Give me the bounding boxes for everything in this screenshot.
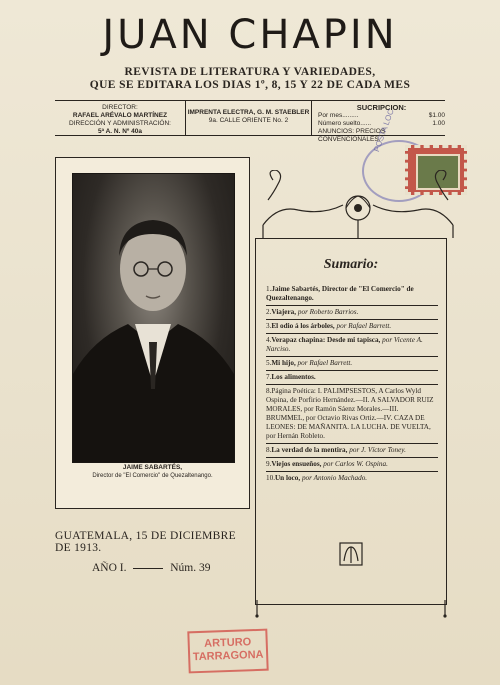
toc-item: 8.La verdad de la mentira, por J. Víctor Toney. [266, 444, 438, 458]
portrait-frame [55, 157, 250, 509]
admin-label: DIRECCIÓN Y ADMINISTRACIÓN: [69, 120, 171, 127]
printer-block [185, 101, 312, 135]
single-issue-label: Número suelto...... [318, 120, 372, 127]
photo-caption-name: JAIME SABARTÉS, [122, 464, 183, 471]
admin-address: 5ª A. N. Nº 40a [98, 128, 142, 135]
director-label: DIRECTOR: [102, 104, 138, 111]
toc-item: 1.Jaime Sabartés, Director de "El Comercio" de Quezaltenango. [266, 283, 438, 306]
per-month-value: $1.00 [428, 112, 445, 119]
number-label: Núm. 39 [170, 562, 211, 574]
postmark-text: POSTA LOC [372, 107, 396, 154]
toc-item: 8.Página Poética: I. PALIMPSESTOS, A Carlos Wyld Ospina, de Porfirio Hernández.—II. A SALVADOR RUIZ MORALES, por Ramón Sáenz Morales.—III. BRUMMEL, por Octavio Rivas Ortiz.—IV. CAZA DE LEONES: DE MAÑANITA. LA LUCHA. DE VUELTA, por Hernán Robleto. [266, 385, 438, 444]
toc-item: 4.Verapaz chapina: Desde mi tapisca, por Vicente A. Narciso. [266, 334, 438, 357]
table-of-contents [266, 283, 438, 485]
sumario-title: Sumario: [323, 257, 379, 272]
issue-divider [133, 568, 163, 569]
toc-item: 10.Un loco, por Antonio Machado. [266, 474, 368, 482]
subtitle-line-2: QUE SE EDITARA LOS DIAS 1º, 8, 15 Y 22 DE CADA MES [89, 79, 411, 91]
owner-stamp-line-2: TARRAGONA [192, 648, 264, 664]
year-label: AÑO I. [92, 562, 127, 574]
masthead-title: JUAN CHAPIN [102, 12, 398, 58]
toc-item: 2.Viajera, por Roberto Barrios. [266, 306, 438, 320]
per-month-row [318, 112, 445, 120]
dateline: GUATEMALA, 15 DE DICIEMBRE DE 1913. [55, 530, 236, 554]
director-block [55, 101, 185, 135]
photo-caption-role: Director de "El Comercio" de Quezaltenango. [92, 473, 213, 479]
portrait-figure [73, 174, 234, 462]
owner-stamp-line-1: ARTURO [203, 636, 252, 650]
toc-item: 9.Viejos ensueños, por Carlos W. Ospina. [266, 458, 438, 472]
toc-item: 7.Los alimentos. [266, 371, 438, 385]
director-name: RAFAEL ARÉVALO MARTÍNEZ [72, 112, 168, 119]
sumario-ornament-icon [336, 539, 366, 569]
single-issue-value: 1.00 [432, 120, 445, 127]
sumario-panel [255, 238, 447, 605]
toc-item: 5.Mi hijo, por Rafael Barrett. [266, 357, 438, 371]
ads-note: ANUNCIOS: PRECIOS CONVENCIONALES. [318, 128, 386, 143]
printer-line-1: IMPRENTA ELECTRA, G. M. STAEBLER [187, 109, 310, 116]
owner-stamp [187, 629, 268, 674]
per-month-label: Por mes......... [318, 112, 359, 119]
panel-bottom-ornament [255, 600, 447, 618]
portrait-photo [72, 173, 235, 463]
toc-item: 3.El odio á los árboles, por Rafael Barrett. [266, 320, 438, 334]
issue-info [92, 562, 211, 574]
subtitle-line-1: REVISTA DE LITERATURA Y VARIEDADES, [124, 66, 376, 78]
masthead-subtitle [0, 66, 500, 92]
printer-line-2: 9a. CALLE ORIENTE No. 2 [208, 117, 289, 124]
floral-ornament-top [258, 170, 458, 245]
subscription-label: SUCRIPCION: [356, 103, 407, 112]
